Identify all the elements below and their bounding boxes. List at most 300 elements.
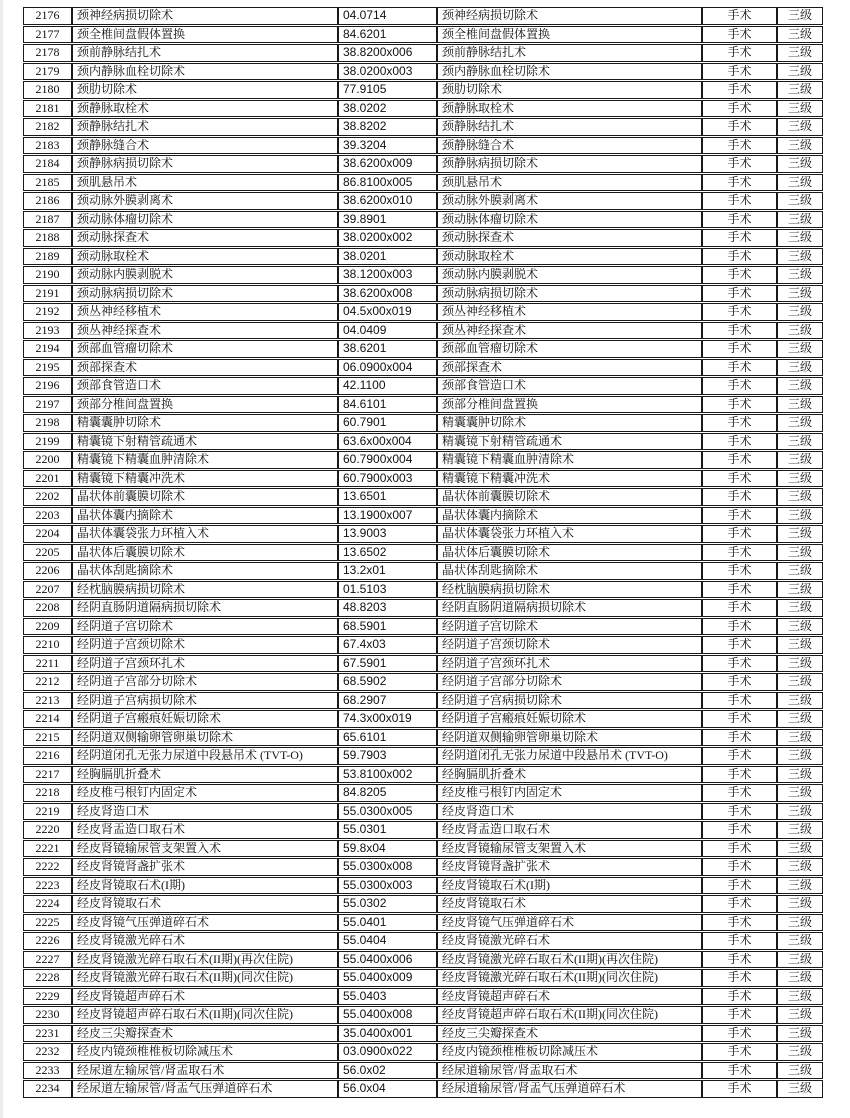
procedure-name: 颈静脉结扎术	[72, 118, 338, 136]
row-number: 2183	[23, 137, 72, 155]
category-label: 手术	[702, 784, 777, 802]
row-number: 2184	[23, 155, 72, 173]
procedure-name-repeat: 经皮肾镜气压弹道碎石术	[437, 914, 702, 932]
procedure-name-repeat: 颈静脉缝合术	[437, 137, 702, 155]
procedure-name: 经皮肾镜肾盏扩张术	[72, 858, 338, 876]
procedure-name: 颈动脉外膜剥离术	[72, 192, 338, 210]
table-row	[23, 895, 823, 913]
row-number: 2178	[23, 44, 72, 62]
procedure-code: 84.8205	[338, 784, 437, 802]
table-row	[23, 396, 823, 414]
table-row	[23, 692, 823, 710]
procedure-name-repeat: 经尿道输尿管/肾盂取石术	[437, 1062, 702, 1080]
procedure-code: 68.5901	[338, 618, 437, 636]
row-number: 2182	[23, 118, 72, 136]
category-label: 手术	[702, 710, 777, 728]
table-row	[23, 137, 823, 155]
table-row	[23, 636, 823, 654]
category-label: 手术	[702, 692, 777, 710]
grade-label: 三级	[777, 655, 823, 673]
table-row	[23, 655, 823, 673]
procedure-name-repeat: 颈部食管造口术	[437, 377, 702, 395]
grade-label: 三级	[777, 710, 823, 728]
row-number: 2210	[23, 636, 72, 654]
procedure-code: 38.8202	[338, 118, 437, 136]
category-label: 手术	[702, 655, 777, 673]
grade-label: 三级	[777, 895, 823, 913]
procedure-code: 35.0400x001	[338, 1025, 437, 1043]
table-row	[23, 1043, 823, 1061]
row-number: 2211	[23, 655, 72, 673]
procedure-code: 03.0900x022	[338, 1043, 437, 1061]
row-number: 2231	[23, 1025, 72, 1043]
grade-label: 三级	[777, 914, 823, 932]
procedure-name: 晶状体囊袋张力环植入术	[72, 525, 338, 543]
procedure-name-repeat: 经皮肾镜激光碎石术	[437, 932, 702, 950]
procedure-name: 经阴道子宫病损切除术	[72, 692, 338, 710]
procedure-code: 55.0403	[338, 988, 437, 1006]
category-label: 手术	[702, 451, 777, 469]
procedure-name: 颈部探查术	[72, 359, 338, 377]
table-row	[23, 1025, 823, 1043]
table-row	[23, 840, 823, 858]
grade-label: 三级	[777, 414, 823, 432]
grade-label: 三级	[777, 229, 823, 247]
procedure-code: 39.3204	[338, 137, 437, 155]
row-number: 2180	[23, 81, 72, 99]
procedure-code: 65.6101	[338, 729, 437, 747]
procedure-name-repeat: 经皮肾镜取石术(I期)	[437, 877, 702, 895]
category-label: 手术	[702, 433, 777, 451]
row-number: 2193	[23, 322, 72, 340]
procedure-name-repeat: 经阴道子宫颈切除术	[437, 636, 702, 654]
row-number: 2176	[23, 7, 72, 25]
table-row	[23, 229, 823, 247]
grade-label: 三级	[777, 174, 823, 192]
grade-label: 三级	[777, 266, 823, 284]
table-row	[23, 7, 823, 25]
procedure-name-repeat: 经皮内镜颈椎椎板切除减压术	[437, 1043, 702, 1061]
procedure-code: 38.0200x002	[338, 229, 437, 247]
procedure-name: 颈静脉取栓术	[72, 100, 338, 118]
category-label: 手术	[702, 26, 777, 44]
row-number: 2217	[23, 766, 72, 784]
grade-label: 三级	[777, 1006, 823, 1024]
procedure-name: 经皮肾镜取石术(I期)	[72, 877, 338, 895]
procedure-name: 经皮肾镜输尿管支架置入术	[72, 840, 338, 858]
table-row	[23, 599, 823, 617]
grade-label: 三级	[777, 118, 823, 136]
row-number: 2207	[23, 581, 72, 599]
procedure-code: 67.5901	[338, 655, 437, 673]
row-number: 2185	[23, 174, 72, 192]
grade-label: 三级	[777, 618, 823, 636]
procedure-name-repeat: 晶状体囊内摘除术	[437, 507, 702, 525]
table-row	[23, 803, 823, 821]
row-number: 2212	[23, 673, 72, 691]
row-number: 2204	[23, 525, 72, 543]
procedure-name-repeat: 颈静脉取栓术	[437, 100, 702, 118]
procedure-name-repeat: 经枕脑膜病损切除术	[437, 581, 702, 599]
procedure-code: 55.0301	[338, 821, 437, 839]
procedure-name-repeat: 经皮肾镜超声碎石术	[437, 988, 702, 1006]
procedure-code: 59.7903	[338, 747, 437, 765]
grade-label: 三级	[777, 155, 823, 173]
grade-label: 三级	[777, 803, 823, 821]
procedure-name: 经阴道子宫颈切除术	[72, 636, 338, 654]
grade-label: 三级	[777, 599, 823, 617]
procedure-name: 经阴道子宫颈环扎术	[72, 655, 338, 673]
grade-label: 三级	[777, 44, 823, 62]
category-label: 手术	[702, 599, 777, 617]
procedure-name-repeat: 颈内静脉血栓切除术	[437, 63, 702, 81]
procedure-code: 56.0x04	[338, 1080, 437, 1098]
procedure-name: 经皮肾镜气压弹道碎石术	[72, 914, 338, 932]
row-number: 2188	[23, 229, 72, 247]
procedure-table	[23, 6, 823, 1099]
table-row	[23, 673, 823, 691]
procedure-name-repeat: 经胸膈肌折叠术	[437, 766, 702, 784]
table-row	[23, 877, 823, 895]
category-label: 手术	[702, 562, 777, 580]
category-label: 手术	[702, 137, 777, 155]
category-label: 手术	[702, 192, 777, 210]
table-row	[23, 63, 823, 81]
row-number: 2209	[23, 618, 72, 636]
category-label: 手术	[702, 285, 777, 303]
row-number: 2192	[23, 303, 72, 321]
procedure-name: 经皮肾造口术	[72, 803, 338, 821]
procedure-code: 01.5103	[338, 581, 437, 599]
procedure-name-repeat: 经阴道双侧输卵管卵巢切除术	[437, 729, 702, 747]
procedure-name-repeat: 颈神经病损切除术	[437, 7, 702, 25]
category-label: 手术	[702, 396, 777, 414]
procedure-name-repeat: 经阴直肠阴道隔病损切除术	[437, 599, 702, 617]
procedure-name-repeat: 颈部血管瘤切除术	[437, 340, 702, 358]
procedure-code: 84.6201	[338, 26, 437, 44]
procedure-name: 颈动脉病损切除术	[72, 285, 338, 303]
table-row	[23, 118, 823, 136]
category-label: 手术	[702, 248, 777, 266]
procedure-name-repeat: 颈动脉探查术	[437, 229, 702, 247]
procedure-name-repeat: 经阴道子宫部分切除术	[437, 673, 702, 691]
category-label: 手术	[702, 340, 777, 358]
procedure-name: 经阴道双侧输卵管卵巢切除术	[72, 729, 338, 747]
table-row	[23, 81, 823, 99]
category-label: 手术	[702, 63, 777, 81]
procedure-name-repeat: 颈部探查术	[437, 359, 702, 377]
table-row	[23, 988, 823, 1006]
category-label: 手术	[702, 266, 777, 284]
procedure-name: 经枕脑膜病损切除术	[72, 581, 338, 599]
row-number: 2214	[23, 710, 72, 728]
procedure-code: 55.0401	[338, 914, 437, 932]
procedure-name-repeat: 经尿道输尿管/肾盂气压弹道碎石术	[437, 1080, 702, 1098]
procedure-name-repeat: 经阴道闭孔无张力尿道中段悬吊术 (TVT-O)	[437, 747, 702, 765]
category-label: 手术	[702, 44, 777, 62]
table-row	[23, 525, 823, 543]
procedure-code: 68.5902	[338, 673, 437, 691]
scan-edge-artifact	[0, 0, 3, 1118]
grade-label: 三级	[777, 377, 823, 395]
procedure-name-repeat: 精囊囊肿切除术	[437, 414, 702, 432]
grade-label: 三级	[777, 858, 823, 876]
procedure-name: 颈全椎间盘假体置换	[72, 26, 338, 44]
category-label: 手术	[702, 636, 777, 654]
procedure-name-repeat: 晶状体囊袋张力环植入术	[437, 525, 702, 543]
procedure-name-repeat: 颈动脉病损切除术	[437, 285, 702, 303]
procedure-name: 精囊囊肿切除术	[72, 414, 338, 432]
procedure-name: 晶状体后囊膜切除术	[72, 544, 338, 562]
table-row	[23, 581, 823, 599]
procedure-code: 06.0900x004	[338, 359, 437, 377]
procedure-code: 04.0409	[338, 322, 437, 340]
procedure-code: 55.0400x008	[338, 1006, 437, 1024]
procedure-code: 59.8x04	[338, 840, 437, 858]
procedure-name-repeat: 颈动脉取栓术	[437, 248, 702, 266]
procedure-name-repeat: 精囊镜下精囊血肿清除术	[437, 451, 702, 469]
table-row	[23, 932, 823, 950]
grade-label: 三级	[777, 932, 823, 950]
table-row	[23, 951, 823, 969]
procedure-name-repeat: 颈动脉体瘤切除术	[437, 211, 702, 229]
row-number: 2218	[23, 784, 72, 802]
procedure-name-repeat: 颈全椎间盘假体置换	[437, 26, 702, 44]
procedure-name: 经皮椎弓根钉内固定术	[72, 784, 338, 802]
category-label: 手术	[702, 488, 777, 506]
row-number: 2190	[23, 266, 72, 284]
table-row	[23, 544, 823, 562]
grade-label: 三级	[777, 303, 823, 321]
table-row	[23, 969, 823, 987]
procedure-name: 精囊镜下精囊冲洗术	[72, 470, 338, 488]
procedure-code: 60.7900x003	[338, 470, 437, 488]
procedure-name-repeat: 经皮肾镜输尿管支架置入术	[437, 840, 702, 858]
category-label: 手术	[702, 988, 777, 1006]
procedure-name-repeat: 精囊镜下射精管疏通术	[437, 433, 702, 451]
table-row	[23, 322, 823, 340]
table-row	[23, 26, 823, 44]
procedure-code: 38.1200x003	[338, 266, 437, 284]
procedure-name: 精囊镜下精囊血肿清除术	[72, 451, 338, 469]
grade-label: 三级	[777, 488, 823, 506]
table-row	[23, 618, 823, 636]
procedure-name-repeat: 晶状体前囊膜切除术	[437, 488, 702, 506]
grade-label: 三级	[777, 100, 823, 118]
procedure-code: 60.7901	[338, 414, 437, 432]
row-number: 2222	[23, 858, 72, 876]
grade-label: 三级	[777, 322, 823, 340]
row-number: 2195	[23, 359, 72, 377]
procedure-name: 经皮肾镜激光碎石取石术(II期)(同次住院)	[72, 969, 338, 987]
category-label: 手术	[702, 1006, 777, 1024]
row-number: 2205	[23, 544, 72, 562]
category-label: 手术	[702, 525, 777, 543]
procedure-name: 经皮肾镜超声碎石取石术(II期)(同次住院)	[72, 1006, 338, 1024]
row-number: 2198	[23, 414, 72, 432]
grade-label: 三级	[777, 784, 823, 802]
procedure-name-repeat: 经皮三尖瓣探查术	[437, 1025, 702, 1043]
procedure-code: 38.6200x009	[338, 155, 437, 173]
grade-label: 三级	[777, 747, 823, 765]
procedure-code: 55.0400x006	[338, 951, 437, 969]
procedure-name: 经阴直肠阴道隔病损切除术	[72, 599, 338, 617]
table-row	[23, 303, 823, 321]
row-number: 2194	[23, 340, 72, 358]
grade-label: 三级	[777, 359, 823, 377]
table-row	[23, 155, 823, 173]
table-row	[23, 858, 823, 876]
grade-label: 三级	[777, 26, 823, 44]
grade-label: 三级	[777, 470, 823, 488]
procedure-name: 颈动脉内膜剥脱术	[72, 266, 338, 284]
grade-label: 三级	[777, 562, 823, 580]
procedure-code: 13.6501	[338, 488, 437, 506]
table-row	[23, 211, 823, 229]
row-number: 2202	[23, 488, 72, 506]
row-number: 2208	[23, 599, 72, 617]
procedure-name-repeat: 颈丛神经移植术	[437, 303, 702, 321]
category-label: 手术	[702, 581, 777, 599]
procedure-name-repeat: 颈丛神经探查术	[437, 322, 702, 340]
table-row	[23, 710, 823, 728]
category-label: 手术	[702, 303, 777, 321]
category-label: 手术	[702, 766, 777, 784]
procedure-table-body	[23, 7, 823, 1098]
table-row	[23, 433, 823, 451]
procedure-name-repeat: 颈静脉结扎术	[437, 118, 702, 136]
procedure-name-repeat: 经皮肾盂造口取石术	[437, 821, 702, 839]
procedure-name: 经胸膈肌折叠术	[72, 766, 338, 784]
category-label: 手术	[702, 414, 777, 432]
row-number: 2232	[23, 1043, 72, 1061]
row-number: 2225	[23, 914, 72, 932]
category-label: 手术	[702, 858, 777, 876]
table-row	[23, 507, 823, 525]
grade-label: 三级	[777, 340, 823, 358]
table-row	[23, 377, 823, 395]
category-label: 手术	[702, 840, 777, 858]
row-number: 2189	[23, 248, 72, 266]
table-row	[23, 1006, 823, 1024]
grade-label: 三级	[777, 248, 823, 266]
grade-label: 三级	[777, 951, 823, 969]
procedure-code: 38.0201	[338, 248, 437, 266]
table-row	[23, 266, 823, 284]
table-row	[23, 174, 823, 192]
procedure-name: 颈动脉体瘤切除术	[72, 211, 338, 229]
row-number: 2196	[23, 377, 72, 395]
grade-label: 三级	[777, 396, 823, 414]
procedure-code: 38.6200x010	[338, 192, 437, 210]
row-number: 2221	[23, 840, 72, 858]
row-number: 2200	[23, 451, 72, 469]
procedure-code: 13.6502	[338, 544, 437, 562]
procedure-name-repeat: 经阴道子宫切除术	[437, 618, 702, 636]
procedure-name: 颈丛神经移植术	[72, 303, 338, 321]
procedure-name-repeat: 经皮椎弓根钉内固定术	[437, 784, 702, 802]
table-row	[23, 488, 823, 506]
procedure-name: 颈部食管造口术	[72, 377, 338, 395]
row-number: 2228	[23, 969, 72, 987]
procedure-name: 经皮肾镜超声碎石术	[72, 988, 338, 1006]
row-number: 2227	[23, 951, 72, 969]
procedure-code: 13.1900x007	[338, 507, 437, 525]
category-label: 手术	[702, 544, 777, 562]
procedure-name-repeat: 颈动脉内膜剥脱术	[437, 266, 702, 284]
row-number: 2216	[23, 747, 72, 765]
row-number: 2230	[23, 1006, 72, 1024]
grade-label: 三级	[777, 692, 823, 710]
procedure-name-repeat: 经皮肾镜取石术	[437, 895, 702, 913]
grade-label: 三级	[777, 1025, 823, 1043]
grade-label: 三级	[777, 211, 823, 229]
category-label: 手术	[702, 618, 777, 636]
category-label: 手术	[702, 322, 777, 340]
category-label: 手术	[702, 969, 777, 987]
grade-label: 三级	[777, 81, 823, 99]
procedure-name: 经皮肾镜激光碎石术	[72, 932, 338, 950]
category-label: 手术	[702, 507, 777, 525]
procedure-name: 经阴道子宫瘢痕妊娠切除术	[72, 710, 338, 728]
grade-label: 三级	[777, 988, 823, 1006]
category-label: 手术	[702, 1043, 777, 1061]
procedure-code: 74.3x00x019	[338, 710, 437, 728]
procedure-name-repeat: 颈静脉病损切除术	[437, 155, 702, 173]
category-label: 手术	[702, 747, 777, 765]
procedure-name: 颈部分椎间盘置换	[72, 396, 338, 414]
procedure-name: 经尿道左输尿管/肾盂气压弹道碎石术	[72, 1080, 338, 1098]
category-label: 手术	[702, 1025, 777, 1043]
grade-label: 三级	[777, 433, 823, 451]
grade-label: 三级	[777, 285, 823, 303]
procedure-name-repeat: 经皮肾镜激光碎石取石术(II期)(同次住院)	[437, 969, 702, 987]
table-row	[23, 821, 823, 839]
procedure-code: 55.0302	[338, 895, 437, 913]
grade-label: 三级	[777, 137, 823, 155]
procedure-name-repeat: 晶状体后囊膜切除术	[437, 544, 702, 562]
category-label: 手术	[702, 729, 777, 747]
procedure-code: 60.7900x004	[338, 451, 437, 469]
procedure-code: 55.0400x009	[338, 969, 437, 987]
procedure-code: 55.0404	[338, 932, 437, 950]
procedure-code: 86.8100x005	[338, 174, 437, 192]
procedure-code: 55.0300x005	[338, 803, 437, 821]
row-number: 2233	[23, 1062, 72, 1080]
row-number: 2201	[23, 470, 72, 488]
grade-label: 三级	[777, 7, 823, 25]
procedure-code: 04.5x00x019	[338, 303, 437, 321]
procedure-code: 38.6200x008	[338, 285, 437, 303]
grade-label: 三级	[777, 673, 823, 691]
row-number: 2223	[23, 877, 72, 895]
procedure-name-repeat: 经皮肾镜肾盏扩张术	[437, 858, 702, 876]
row-number: 2191	[23, 285, 72, 303]
category-label: 手术	[702, 673, 777, 691]
procedure-name-repeat: 颈肌悬吊术	[437, 174, 702, 192]
grade-label: 三级	[777, 877, 823, 895]
grade-label: 三级	[777, 840, 823, 858]
category-label: 手术	[702, 7, 777, 25]
row-number: 2215	[23, 729, 72, 747]
procedure-name: 经阴道子宫切除术	[72, 618, 338, 636]
table-row	[23, 1062, 823, 1080]
grade-label: 三级	[777, 766, 823, 784]
procedure-name-repeat: 经皮肾镜激光碎石取石术(II期)(再次住院)	[437, 951, 702, 969]
procedure-code: 84.6101	[338, 396, 437, 414]
procedure-name: 经阴道子宫部分切除术	[72, 673, 338, 691]
row-number: 2234	[23, 1080, 72, 1098]
